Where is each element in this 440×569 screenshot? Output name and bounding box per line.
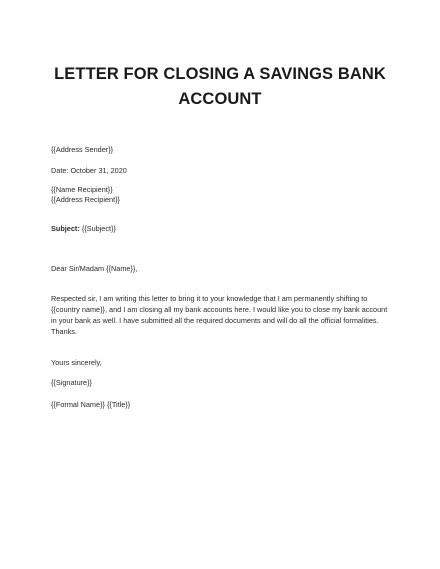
salutation: Dear Sir/Madam {{Name}},: [51, 264, 138, 273]
body-line: Thanks.: [51, 327, 77, 336]
body-paragraph: [51, 293, 387, 337]
subject-label: Subject:: [51, 224, 80, 233]
address-recipient: {{Address Recipient}}: [51, 195, 120, 204]
subject-value: {{Subject}}: [79, 224, 116, 233]
address-sender: {{Address Sender}}: [51, 145, 114, 154]
body-line: Respected sir, I am writing this letter to bring it to your knowledge that I am permanently shifting to: [51, 294, 368, 303]
formal-name-title: {{Formal Name}} {{Title}}: [51, 400, 131, 409]
closing: Yours sincerely,: [51, 358, 102, 367]
signature: {{Signature}}: [51, 378, 92, 387]
letter-title-line-2: ACCOUNT: [178, 90, 262, 108]
name-recipient: {{Name Recipient}}: [51, 185, 113, 194]
body-line: in your bank as well. I have submitted all the required documents and will do all the official formalities.: [51, 316, 379, 325]
subject-line: [51, 224, 116, 234]
body-line: {{country name}}, and I am closing all my bank accounts here. I would like you to close my bank account: [51, 305, 388, 314]
letter-title: [40, 62, 400, 112]
letter-date: Date: October 31, 2020: [51, 166, 127, 175]
letter-title-line-1: LETTER FOR CLOSING A SAVINGS BANK: [54, 65, 386, 83]
